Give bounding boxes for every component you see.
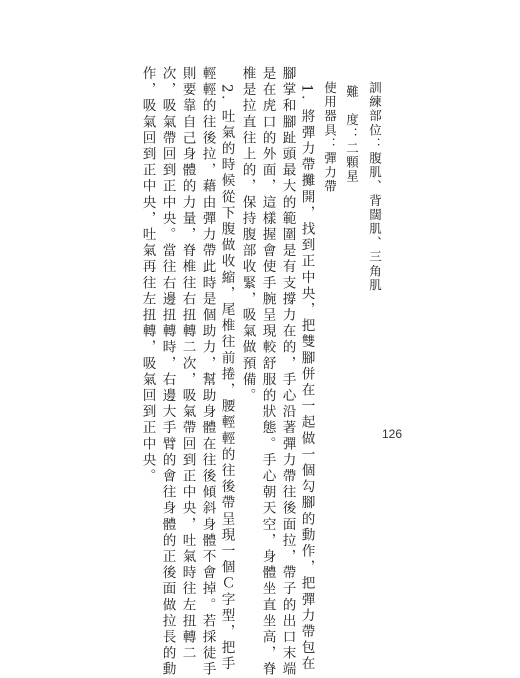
body-line-7: 則要靠自己身體的力量，脊椎往右扭轉二次，吸氣帶回到正中央，吐氣時往左扭轉二 <box>179 66 196 662</box>
difficulty-heading: 難 度：二顆星 <box>344 85 360 184</box>
body-line-8: 次，吸氣帶回到正中央。當往右邊扭轉時，右邊大手臂的會往身體的正後面做拉長的動 <box>159 66 176 678</box>
body-line-6: 輕輕的往後拉，藉由彈力帶此時是個助力，幫助身體在往後傾斜身體不會掉。若採徒手 <box>199 66 216 678</box>
body-line-4: 椎是拉直往上的，保持腹部收緊，吸氣做預備。 <box>239 66 256 405</box>
body-line-9: 作，吸氣回到正中央，吐氣再往左扭轉，吸氣回到正中央。 <box>139 66 156 485</box>
body-line-1: 1. 將彈力帶攤開，找到正中央，把雙腳併在一起做一個勾腳的動作，把彈力帶包在 <box>298 84 315 673</box>
body-line-3: 是在虎口的外面，這樣握會使手腕呈現較舒服的狀態。手心朝天空，身體坐直坐高，脊 <box>259 66 276 678</box>
training-area-heading: 訓練部位：腹肌、背闊肌、三角肌 <box>367 81 383 293</box>
body-line-2: 腳掌和腳趾頭最大的範圍是有支撐力在的，手心沿著彈力帶往後面拉，帶子的出口末端 <box>279 66 296 678</box>
page-number: 126 <box>382 427 403 441</box>
body-line-5: 2. 吐氣的時候從下腹做收縮，尾椎往前捲，腰輕輕的往後帶呈現一個Ｃ字型，把手 <box>218 84 235 673</box>
equipment-heading: 使用器具：彈力帶 <box>322 81 338 194</box>
